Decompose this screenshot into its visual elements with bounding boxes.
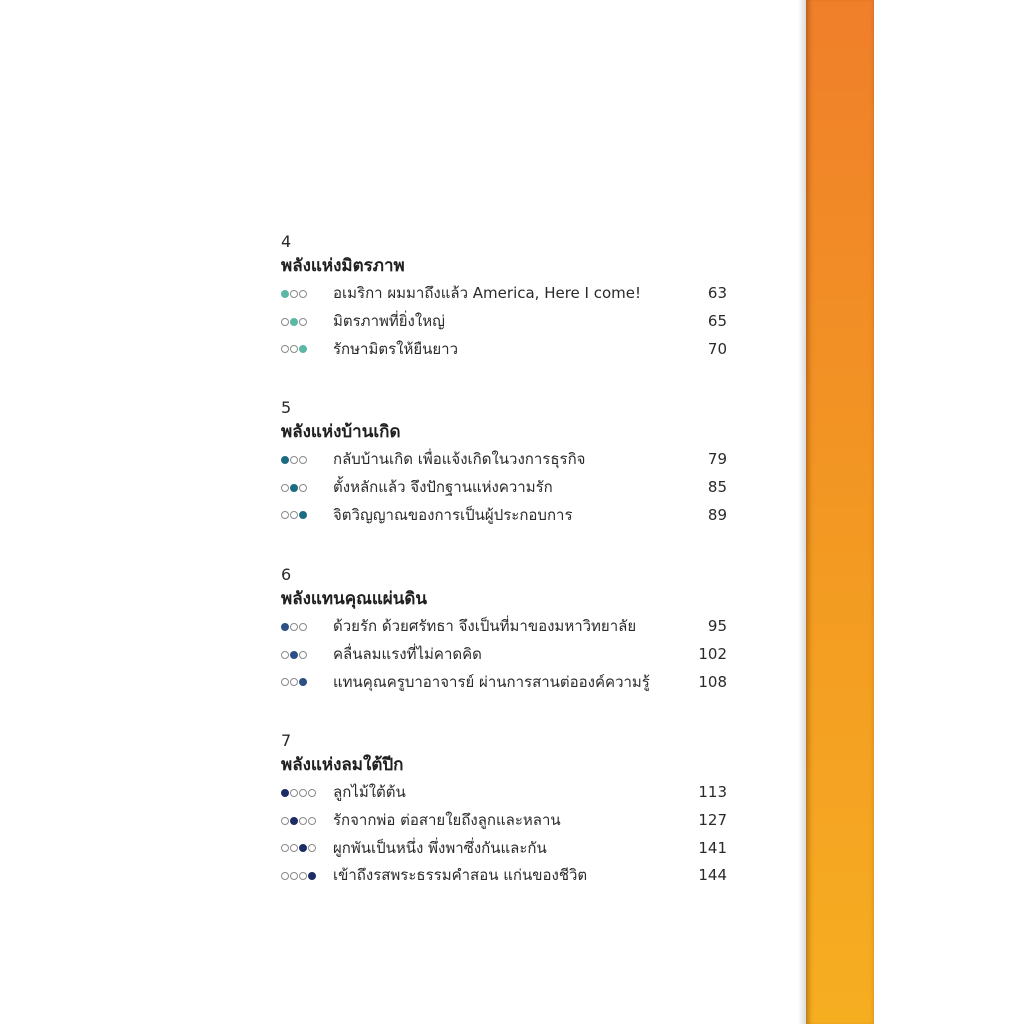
filled-dot-icon <box>290 484 298 492</box>
entry-page-number: 89 <box>707 505 727 524</box>
filled-dot-icon <box>281 290 289 298</box>
toc-section-7 <box>281 731 731 890</box>
empty-dot-icon <box>281 678 289 686</box>
empty-dot-icon <box>281 484 289 492</box>
toc-entry[interactable] <box>281 336 731 364</box>
toc-entry[interactable] <box>281 779 731 807</box>
empty-dot-icon <box>281 872 289 880</box>
empty-dot-icon <box>290 511 298 519</box>
filled-dot-icon <box>299 345 307 353</box>
empty-dot-icon <box>308 789 316 797</box>
toc-entry[interactable] <box>281 446 731 474</box>
entry-page-number: 127 <box>698 810 727 829</box>
entry-page-number: 63 <box>707 284 727 302</box>
empty-dot-icon <box>281 817 289 825</box>
filled-dot-icon <box>299 844 307 852</box>
empty-dot-icon <box>308 817 316 825</box>
entry-title: อเมริกา ผมมาถึงแล้ว America, Here I come! <box>333 284 642 302</box>
empty-dot-icon <box>290 345 298 353</box>
progress-dots-icon <box>281 641 307 669</box>
empty-dot-icon <box>290 623 298 631</box>
entry-title: แทนคุณครูบาอาจารย์ ผ่านการสานต่อองค์ความรู้ <box>333 672 650 691</box>
entry-title: ลูกไม้ใต้ต้น <box>333 783 406 801</box>
entry-title: ด้วยรัก ด้วยศรัทธา จึงเป็นที่มาของมหาวิทยาลัย <box>333 617 637 635</box>
empty-dot-icon <box>281 345 289 353</box>
entry-title: เข้าถึงรสพระธรรมคำสอน แก่นของชีวิต <box>333 866 588 885</box>
toc-entry[interactable] <box>281 280 731 308</box>
entry-title: มิตรภาพที่ยิ่งใหญ่ <box>333 311 445 330</box>
empty-dot-icon <box>281 844 289 852</box>
entry-title: จิตวิญญาณของการเป็นผู้ประกอบการ <box>333 505 573 524</box>
progress-dots-icon <box>281 835 316 863</box>
toc-section-5 <box>281 398 731 529</box>
empty-dot-icon <box>299 456 307 464</box>
section-title: พลังแทนคุณแผ่นดิน <box>281 589 428 609</box>
toc-entry[interactable] <box>281 862 731 890</box>
section-number: 4 <box>281 232 292 251</box>
progress-dots-icon <box>281 280 307 308</box>
toc-entry[interactable] <box>281 835 731 863</box>
entry-page-number: 141 <box>698 838 727 857</box>
empty-dot-icon <box>281 318 289 326</box>
empty-dot-icon <box>290 678 298 686</box>
filled-dot-icon <box>290 817 298 825</box>
filled-dot-icon <box>290 318 298 326</box>
filled-dot-icon <box>299 678 307 686</box>
section-title: พลังแห่งบ้านเกิด <box>281 422 401 442</box>
progress-dots-icon <box>281 474 307 502</box>
progress-dots-icon <box>281 336 307 364</box>
entry-page-number: 70 <box>707 339 727 358</box>
background <box>874 0 1024 1024</box>
filled-dot-icon <box>299 511 307 519</box>
progress-dots-icon <box>281 502 307 530</box>
empty-dot-icon <box>299 484 307 492</box>
empty-dot-icon <box>290 789 298 797</box>
empty-dot-icon <box>290 872 298 880</box>
filled-dot-icon <box>281 789 289 797</box>
filled-dot-icon <box>281 456 289 464</box>
entry-page-number: 144 <box>698 866 727 885</box>
entry-page-number: 85 <box>707 477 727 496</box>
empty-dot-icon <box>299 318 307 326</box>
filled-dot-icon <box>281 623 289 631</box>
toc-entry[interactable] <box>281 613 731 641</box>
empty-dot-icon <box>299 789 307 797</box>
empty-dot-icon <box>299 623 307 631</box>
empty-dot-icon <box>299 872 307 880</box>
entry-title: รักจากพ่อ ต่อสายใยถึงลูกและหลาน <box>333 810 561 829</box>
progress-dots-icon <box>281 779 316 807</box>
entry-title: รักษามิตรให้ยืนยาว <box>333 339 459 358</box>
toc-entry[interactable] <box>281 807 731 835</box>
filled-dot-icon <box>308 872 316 880</box>
toc-entry[interactable] <box>281 641 731 669</box>
empty-dot-icon <box>281 511 289 519</box>
entry-page-number: 108 <box>698 672 727 691</box>
entry-page-number: 65 <box>707 311 727 330</box>
entry-title: ผูกพันเป็นหนึ่ง พึ่งพาซึ่งกันและกัน <box>333 838 547 857</box>
toc-section-4 <box>281 232 731 363</box>
empty-dot-icon <box>299 651 307 659</box>
section-number: 6 <box>281 565 292 584</box>
toc-entry[interactable] <box>281 669 731 697</box>
progress-dots-icon <box>281 308 307 336</box>
progress-dots-icon <box>281 669 307 697</box>
toc-entry[interactable] <box>281 474 731 502</box>
entry-page-number: 95 <box>707 617 727 635</box>
section-title: พลังแห่งลมใต้ปีก <box>281 755 404 775</box>
empty-dot-icon <box>299 817 307 825</box>
section-number: 5 <box>281 398 292 417</box>
empty-dot-icon <box>290 844 298 852</box>
empty-dot-icon <box>290 290 298 298</box>
empty-dot-icon <box>308 844 316 852</box>
toc-section-6 <box>281 565 731 696</box>
toc-entry[interactable] <box>281 308 731 336</box>
entry-title: คลื่นลมแรงที่ไม่คาดคิด <box>333 644 482 663</box>
empty-dot-icon <box>281 651 289 659</box>
toc-entry[interactable] <box>281 502 731 530</box>
section-title: พลังแห่งมิตรภาพ <box>281 256 405 276</box>
entry-title: ตั้งหลักแล้ว จึงปักฐานแห่งความรัก <box>333 477 553 496</box>
entry-title: กลับบ้านเกิด เพื่อแจ้งเกิดในวงการธุรกิจ <box>333 450 586 468</box>
progress-dots-icon <box>281 862 316 890</box>
entry-page-number: 102 <box>698 644 727 663</box>
empty-dot-icon <box>290 456 298 464</box>
section-number: 7 <box>281 731 292 750</box>
empty-dot-icon <box>299 290 307 298</box>
progress-dots-icon <box>281 446 307 474</box>
progress-dots-icon <box>281 807 316 835</box>
entry-page-number: 113 <box>698 783 727 801</box>
progress-dots-icon <box>281 613 307 641</box>
filled-dot-icon <box>290 651 298 659</box>
book-spine <box>806 0 874 1024</box>
entry-page-number: 79 <box>707 450 727 468</box>
